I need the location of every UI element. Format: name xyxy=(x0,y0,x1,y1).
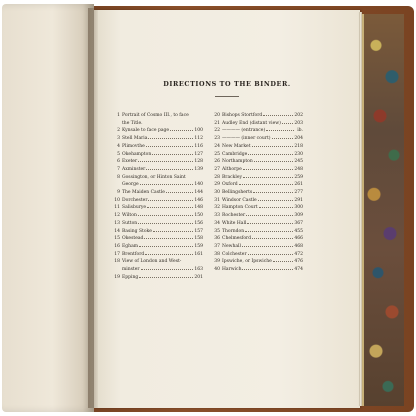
plate-title: Plimovthe xyxy=(122,143,145,149)
plate-page: 112 xyxy=(194,136,203,142)
plate-page: ib. xyxy=(297,128,303,134)
plate-entry-continuation xyxy=(111,266,203,274)
plate-page: 116 xyxy=(194,143,203,149)
plate-page: 203 xyxy=(294,120,303,126)
plate-title: Wilton xyxy=(122,213,137,219)
plate-entry xyxy=(111,235,203,243)
plate-entry-continuation xyxy=(111,181,203,189)
plate-number: 35 xyxy=(214,228,220,234)
plate-page: 466 xyxy=(294,236,303,242)
plate-number: 21 xyxy=(214,120,220,126)
plate-page: 157 xyxy=(194,228,203,234)
plate-number: 24 xyxy=(214,143,220,149)
plate-page: 300 xyxy=(294,205,303,211)
plate-page: 468 xyxy=(294,243,303,249)
plate-title: Portrait of Cosmo III., to face xyxy=(122,113,189,118)
plate-entry xyxy=(211,120,303,128)
plate-title: Bishops Stortford xyxy=(222,113,263,118)
plate-number: 4 xyxy=(117,143,120,149)
plate-page: 291 xyxy=(294,197,303,203)
plate-title: Okestead xyxy=(122,236,144,242)
plate-number: 17 xyxy=(114,251,120,257)
plate-number: 37 xyxy=(214,243,220,249)
book-gutter xyxy=(88,8,98,408)
left-page xyxy=(2,4,94,412)
plate-title: White Hall xyxy=(222,220,247,226)
plate-entry-continuation xyxy=(111,120,203,128)
plate-title: The Maiden Castle xyxy=(122,190,165,196)
plate-title: Stell Maria xyxy=(122,136,148,142)
plate-entry xyxy=(211,266,303,274)
plate-entry xyxy=(211,197,303,205)
plate-number: 1 xyxy=(117,113,120,118)
dot-leader xyxy=(166,192,193,193)
plate-entry xyxy=(111,274,203,282)
plate-title: Althorpe xyxy=(222,166,242,172)
dot-leader xyxy=(242,246,293,247)
plate-title: Salisburye xyxy=(122,205,147,211)
plate-entry xyxy=(111,228,203,236)
plate-page: 218 xyxy=(294,143,303,149)
plate-entry xyxy=(211,174,303,182)
plate-title-continued: the Title. xyxy=(122,120,143,126)
plate-entry xyxy=(111,135,203,143)
dot-leader xyxy=(148,200,193,201)
dot-leader xyxy=(140,184,194,185)
dot-leader xyxy=(252,146,294,147)
plate-title: Axminster xyxy=(122,166,146,172)
plate-title: New Market xyxy=(222,143,251,149)
plate-entry xyxy=(211,143,303,151)
plate-number: 11 xyxy=(114,205,120,211)
plate-page: 476 xyxy=(294,259,303,265)
plate-title: Okehampton xyxy=(122,151,152,157)
dot-leader xyxy=(254,161,294,162)
plate-entry xyxy=(211,204,303,212)
plate-title: Bellingsherts xyxy=(222,190,253,196)
plate-page: 140 xyxy=(194,182,203,188)
plate-number: 7 xyxy=(117,166,120,172)
dot-leader xyxy=(170,130,193,131)
plate-page: 158 xyxy=(194,236,203,242)
plate-page: 367 xyxy=(294,220,303,226)
plate-title: Cambridge xyxy=(222,151,248,157)
dot-leader xyxy=(282,123,294,124)
marbled-endpaper xyxy=(362,14,404,406)
plate-page: 156 xyxy=(194,220,203,226)
plate-title: Basing Stoke xyxy=(122,228,152,234)
plate-number: 36 xyxy=(214,236,220,242)
plate-number: 20 xyxy=(214,113,220,118)
dot-leader xyxy=(146,169,193,170)
dot-leader xyxy=(138,215,194,216)
plate-entry xyxy=(211,135,303,143)
plate-entry xyxy=(111,220,203,228)
plate-page: 148 xyxy=(194,205,203,211)
plate-page: 139 xyxy=(194,166,203,172)
plate-page: 202 xyxy=(294,113,303,118)
plate-entry xyxy=(111,174,203,182)
plate-title: Newhall xyxy=(222,243,241,249)
plate-entry xyxy=(211,251,303,259)
plate-number: 10 xyxy=(114,197,120,203)
dot-leader xyxy=(272,138,294,139)
dot-leader xyxy=(243,177,293,178)
plate-title: Dorchester xyxy=(122,197,148,203)
plate-entry xyxy=(211,228,303,236)
plate-title: Oxford xyxy=(222,182,238,188)
plate-number: 40 xyxy=(214,267,220,273)
page-edges xyxy=(358,12,362,406)
plate-number: 30 xyxy=(214,190,220,196)
plate-number: 38 xyxy=(214,251,220,257)
dot-leader xyxy=(246,215,293,216)
plate-number: 26 xyxy=(214,159,220,165)
plate-entry xyxy=(111,166,203,174)
dot-leader xyxy=(138,223,193,224)
plate-number: 18 xyxy=(114,259,120,265)
plate-entry xyxy=(111,204,203,212)
dot-leader xyxy=(273,261,294,262)
dot-leader xyxy=(145,254,193,255)
plate-number: 3 xyxy=(117,136,120,142)
plate-entry xyxy=(211,112,303,120)
plate-page: 472 xyxy=(294,251,303,257)
plate-number: 23 xyxy=(214,136,220,142)
dot-leader xyxy=(263,115,293,116)
plate-page: 474 xyxy=(294,267,303,273)
plate-entry xyxy=(111,243,203,251)
dot-leader xyxy=(245,231,293,232)
plate-number: 25 xyxy=(214,151,220,157)
dot-leader xyxy=(139,277,193,278)
plate-title: Kynsale to face page xyxy=(122,128,170,134)
plate-page: 455 xyxy=(294,228,303,234)
plate-entry xyxy=(211,235,303,243)
plate-entry xyxy=(211,166,303,174)
plate-number: 5 xyxy=(117,151,120,157)
dot-leader xyxy=(243,169,294,170)
plate-page: 277 xyxy=(294,190,303,196)
plate-number: 19 xyxy=(114,274,120,280)
dot-leader xyxy=(248,254,294,255)
plate-number: 16 xyxy=(114,243,120,249)
plate-entry xyxy=(211,243,303,251)
plate-number: 29 xyxy=(214,182,220,188)
dot-leader xyxy=(259,207,294,208)
plate-number: 39 xyxy=(214,259,220,265)
plate-number: 14 xyxy=(114,228,120,234)
plate-page: 309 xyxy=(294,213,303,219)
plate-title: Brentford xyxy=(122,251,145,257)
plate-title: View of London and West- xyxy=(122,259,182,265)
plate-title: Hampton Court xyxy=(222,205,258,211)
plate-entry xyxy=(211,220,303,228)
plate-entry xyxy=(111,112,203,120)
plate-entry xyxy=(211,151,303,159)
dot-leader xyxy=(141,269,194,270)
plate-title: Chelmesford xyxy=(222,236,252,242)
plate-entry xyxy=(111,189,203,197)
plate-entry xyxy=(211,158,303,166)
plate-title: Exeter xyxy=(122,159,138,165)
plate-title: Audley End (distant view) xyxy=(222,120,281,126)
plate-page: 144 xyxy=(194,190,203,196)
plates-list-left xyxy=(111,112,203,281)
plate-number: 12 xyxy=(114,213,120,219)
plate-title: Thorndon xyxy=(222,228,245,234)
plate-number: 32 xyxy=(214,205,220,211)
plate-title: Windsor Castle xyxy=(222,197,257,203)
plate-title: Colchester xyxy=(222,251,247,257)
plate-title: ———— (inner court) xyxy=(222,136,271,142)
plate-number: 8 xyxy=(117,174,120,180)
dot-leader xyxy=(266,130,294,131)
dot-leader xyxy=(146,146,194,147)
plate-title: Brackley xyxy=(222,174,243,180)
dot-leader xyxy=(138,161,193,162)
dot-leader xyxy=(147,207,193,208)
dot-leader xyxy=(248,154,293,155)
plate-page: 259 xyxy=(294,174,303,180)
plate-number: 13 xyxy=(114,220,120,226)
dot-leader xyxy=(153,231,193,232)
plate-page: 248 xyxy=(294,166,303,172)
plate-title: Egham xyxy=(122,243,139,249)
plate-title-continued: George xyxy=(122,182,139,188)
plate-entry xyxy=(111,151,203,159)
plate-title: Sutton xyxy=(122,220,138,226)
plate-number: 15 xyxy=(114,236,120,242)
plate-number: 34 xyxy=(214,220,220,226)
page-heading: DIRECTIONS TO THE BINDER. xyxy=(163,80,291,88)
plate-title: Epping xyxy=(122,274,139,280)
dot-leader xyxy=(247,223,293,224)
plate-title: Harwich xyxy=(222,267,242,273)
plate-number: 9 xyxy=(117,190,120,196)
plate-page: 245 xyxy=(294,159,303,165)
plate-page: 100 xyxy=(194,128,203,134)
plate-page: 127 xyxy=(194,151,203,157)
plate-number: 22 xyxy=(214,128,220,134)
plate-number: 2 xyxy=(117,128,120,134)
plate-page: 201 xyxy=(194,274,203,280)
plate-number: 28 xyxy=(214,174,220,180)
plate-page: 163 xyxy=(194,267,203,273)
plate-page: 128 xyxy=(194,159,203,165)
plate-title: Ipswiche, or Ipswiche xyxy=(222,259,272,265)
plate-entry xyxy=(211,181,303,189)
plate-page: 204 xyxy=(294,136,303,142)
dot-leader xyxy=(252,238,293,239)
dot-leader xyxy=(144,238,193,239)
plate-entry xyxy=(111,212,203,220)
plate-number: 33 xyxy=(214,213,220,219)
dot-leader xyxy=(258,200,294,201)
plate-number: 6 xyxy=(117,159,120,165)
dot-leader xyxy=(239,184,294,185)
plate-entry xyxy=(111,158,203,166)
plate-number: 31 xyxy=(214,197,220,203)
plate-entry xyxy=(211,189,303,197)
plate-page: 146 xyxy=(194,197,203,203)
plate-page: 150 xyxy=(194,213,203,219)
plate-entry xyxy=(111,143,203,151)
heading-rule xyxy=(215,96,239,97)
plate-entry xyxy=(211,258,303,266)
dot-leader xyxy=(152,154,193,155)
plate-entry xyxy=(111,197,203,205)
dot-leader xyxy=(242,269,293,270)
plate-page: 230 xyxy=(294,151,303,157)
plate-page: 161 xyxy=(194,251,203,257)
plate-title: Gossington, or Hinton Saint xyxy=(122,174,186,180)
plate-entry xyxy=(111,251,203,259)
plate-entry xyxy=(211,127,303,135)
dot-leader xyxy=(253,192,293,193)
plate-title: Rochester xyxy=(222,213,246,219)
plate-entry xyxy=(111,258,203,266)
plate-page: 159 xyxy=(194,243,203,249)
plate-title-continued: minster xyxy=(122,267,140,273)
dot-leader xyxy=(148,138,193,139)
plate-number: 27 xyxy=(214,166,220,172)
plate-entry xyxy=(111,127,203,135)
plate-page: 261 xyxy=(294,182,303,188)
dot-leader xyxy=(139,246,193,247)
plate-title: Northampton xyxy=(222,159,253,165)
plates-list-right xyxy=(211,112,303,274)
plate-entry xyxy=(211,212,303,220)
plate-title: ———— (entrance) xyxy=(222,128,266,134)
